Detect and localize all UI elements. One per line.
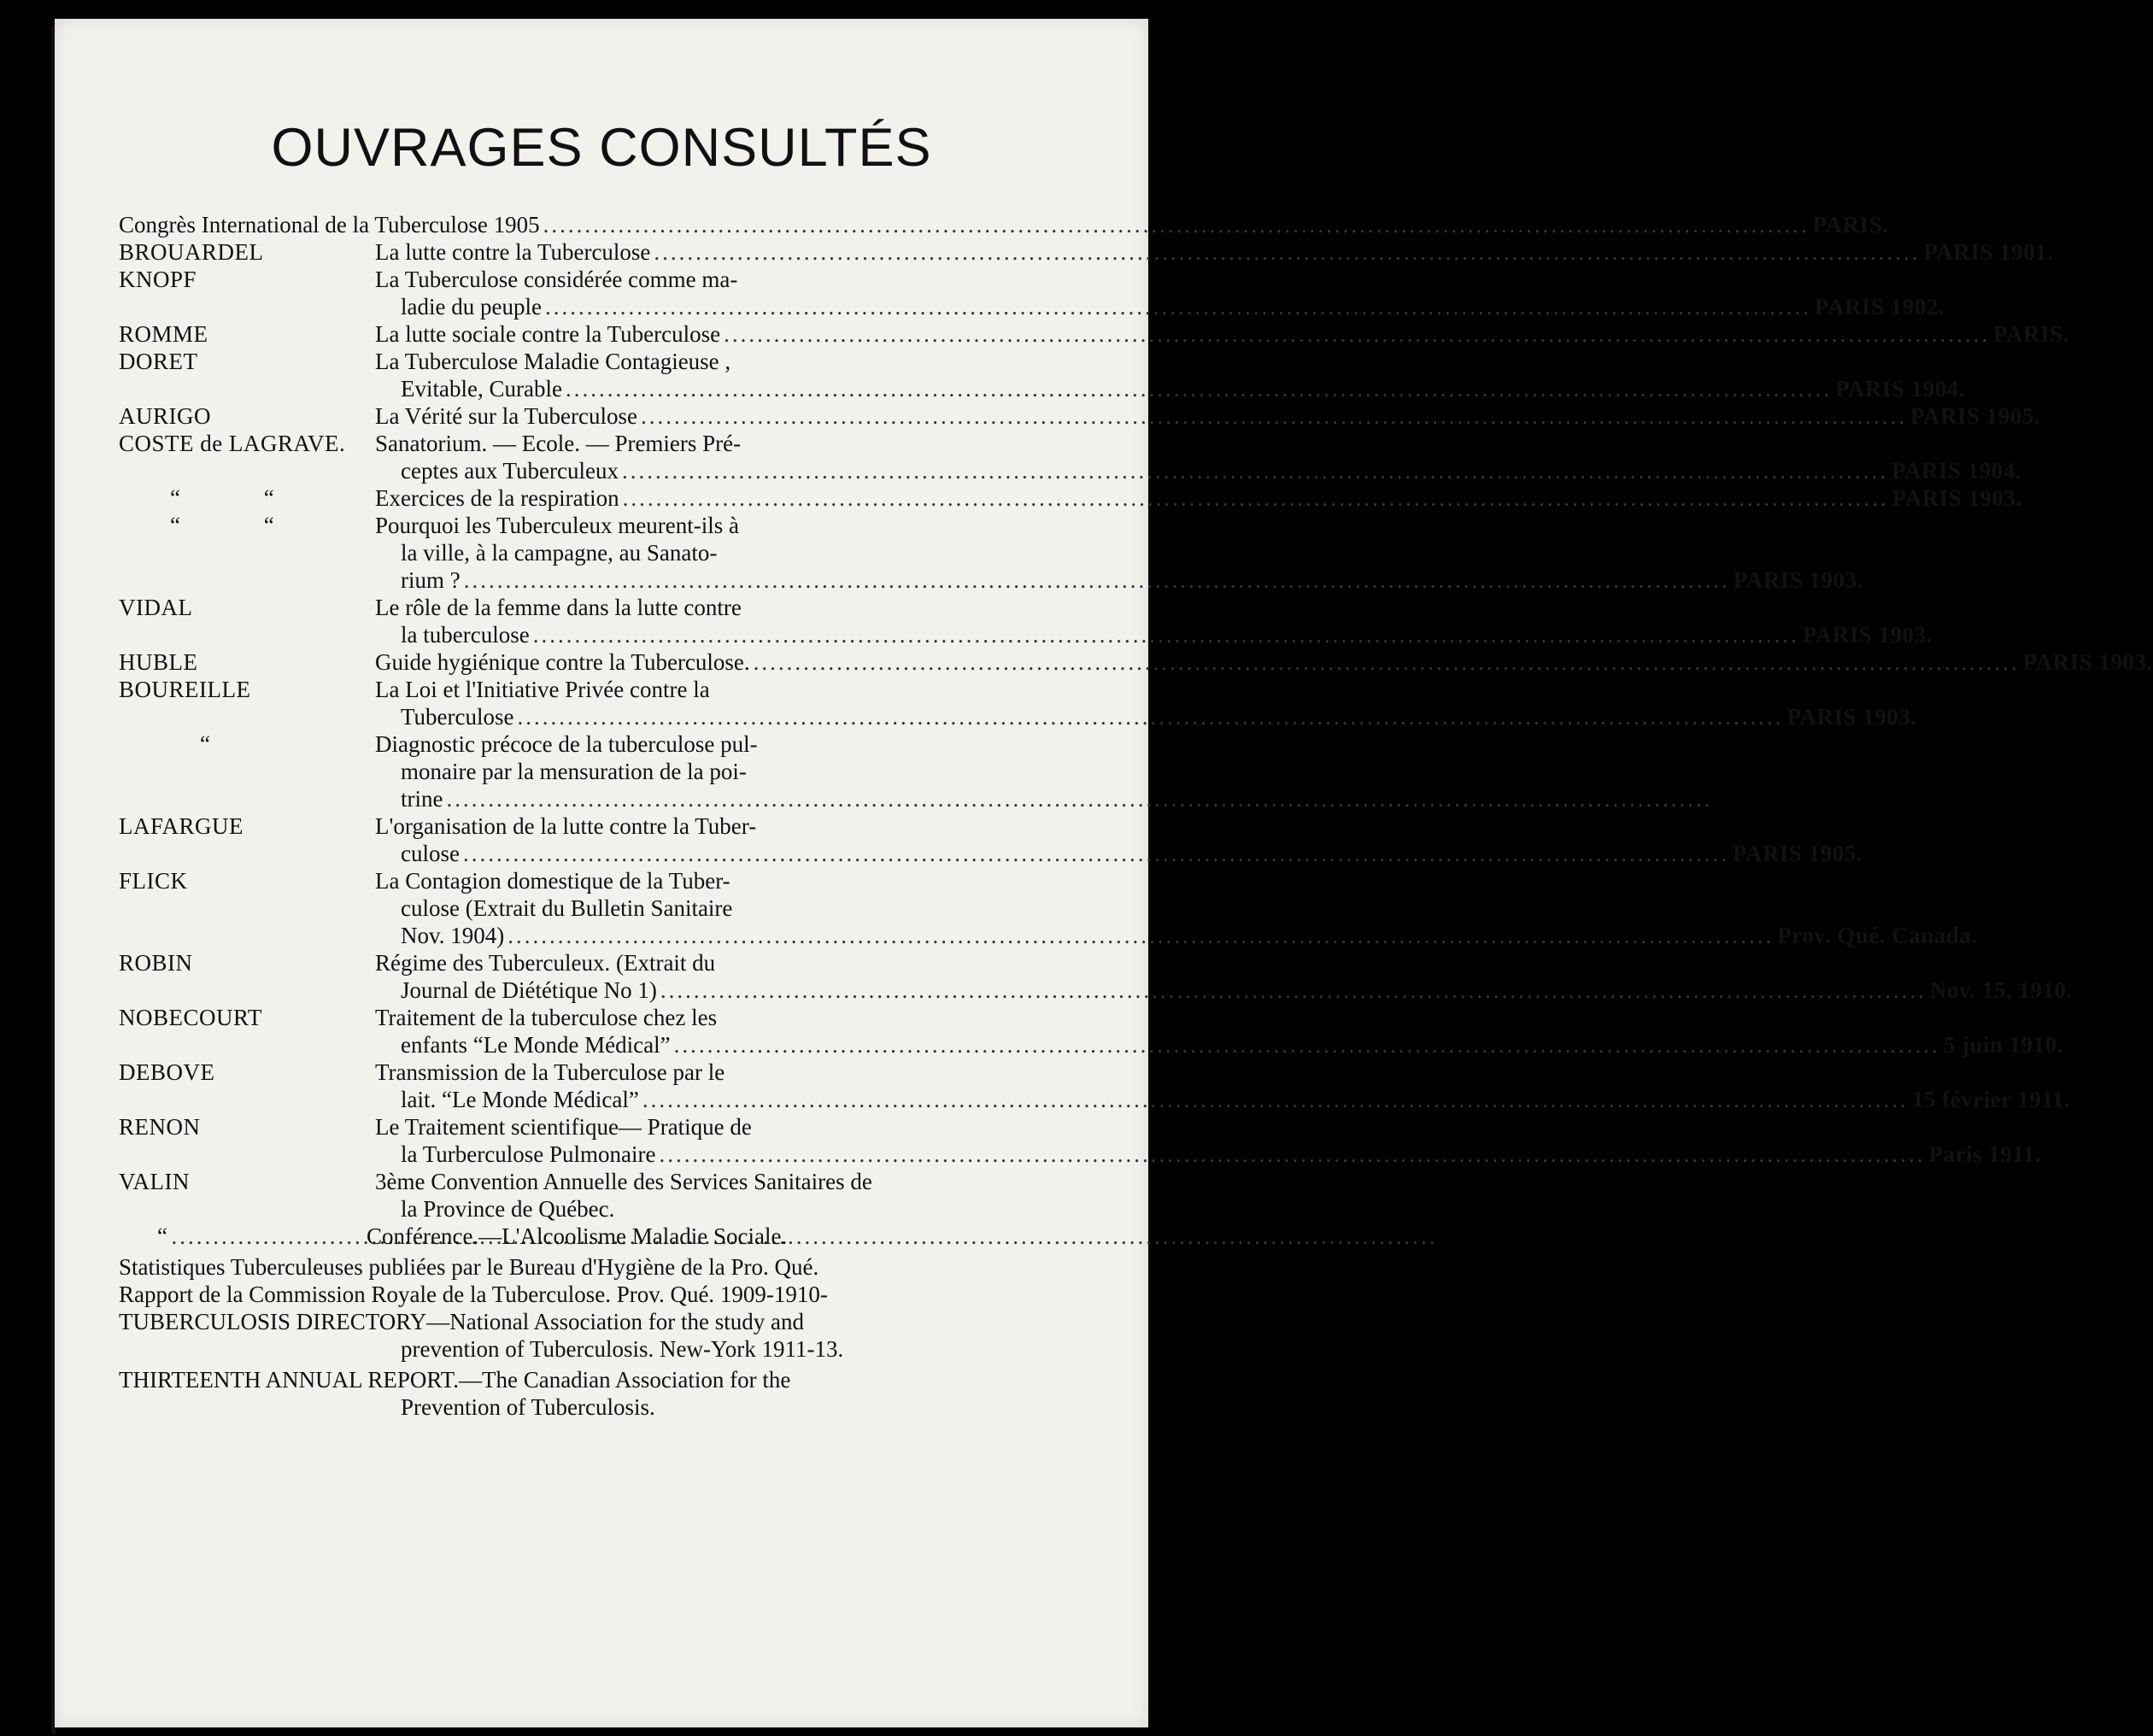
bibliography-entry: [119, 1223, 1080, 1250]
entry-continuation: [119, 621, 1933, 648]
reference-line: Prevention of Tuberculosis.: [401, 1394, 655, 1420]
bibliography-entry: [119, 512, 1080, 539]
ditto-mark: “ “: [170, 485, 275, 511]
bibliography-entry: [119, 867, 1080, 894]
entry-author: COSTE de LAGRAVE.: [119, 431, 346, 456]
entry-place: PARIS 1901.: [1923, 239, 2054, 265]
entry-author: NOBECOURT: [119, 1005, 262, 1030]
entry-title: enfants “Le Monde Médical”: [401, 1032, 671, 1058]
entry-title: lait. “Le Monde Médical”: [401, 1087, 639, 1112]
entry-place: PARIS 1903.: [1786, 704, 1917, 730]
entry-place: PARIS 1903.: [1892, 485, 2022, 511]
bibliography-entry: [119, 430, 1080, 457]
entry-place: PARIS 1905.: [1732, 841, 1863, 866]
entry-title: Evitable, Curable: [401, 376, 562, 402]
entry-title: Régime des Tuberculeux. (Extrait du: [375, 950, 716, 976]
entry-title: la ville, à la campagne, au Sanato-: [401, 540, 718, 566]
bibliography-entry: [119, 320, 2069, 348]
entry-place: Nov. 15, 1910.: [1929, 977, 2073, 1003]
page-title: OUVRAGES CONSULTÉS: [271, 118, 932, 178]
entry-title: Guide hygiénique contre la Tuberculose.: [375, 649, 750, 675]
entry-title: rium ?: [401, 567, 461, 593]
bibliography-entry: [119, 402, 2040, 430]
reference-line: TUBERCULOSIS DIRECTORY—National Association for the study and: [119, 1309, 804, 1334]
entry-place: Paris 1911.: [1928, 1141, 2041, 1167]
entry-continuation: [119, 1031, 2063, 1059]
reference-line: THIRTEENTH ANNUAL REPORT.—The Canadian Association for the: [119, 1367, 791, 1393]
entry-title: Le Traitement scientifique— Pratique de: [375, 1114, 752, 1140]
entry-author: VALIN: [119, 1169, 190, 1194]
entry-place: PARIS.: [1993, 321, 2069, 347]
entry-title: culose: [401, 841, 460, 866]
entry-title: Exercices de la respiration: [375, 485, 619, 511]
entry-author: BOUREILLE: [119, 677, 251, 702]
entry-place: PARIS 1905.: [1910, 403, 2040, 429]
entry-author: RENON: [119, 1114, 201, 1140]
entry-continuation: [119, 703, 1917, 730]
entry-title: La Vérité sur la Tuberculose: [375, 403, 637, 429]
bibliography-entry: [119, 266, 1080, 293]
entry-title: La lutte contre la Tuberculose: [375, 239, 651, 265]
entry-author: ROBIN: [119, 950, 193, 976]
entry-continuation: [119, 976, 2073, 1004]
bibliography-entry: [119, 730, 1080, 758]
entry-place: Prov. Qué. Canada.: [1777, 923, 1978, 948]
bibliography-entry: [119, 1059, 1080, 1086]
entry-author: VIDAL: [119, 595, 193, 620]
ditto-mark: “: [157, 1223, 168, 1249]
entry-continuation: [119, 1141, 2041, 1168]
entry-place: 5 juin 1910.: [1943, 1032, 2063, 1058]
entry-continuation: [119, 293, 1945, 320]
entry-title: ceptes aux Tuberculeux: [401, 458, 619, 484]
entry-title: la tuberculose: [401, 622, 530, 648]
entry-author: BROUARDEL: [119, 239, 264, 265]
entry-title: Pourquoi les Tuberculeux meurent-ils à: [375, 513, 739, 538]
entry-continuation: [119, 894, 1080, 922]
entry-title: La Contagion domestique de la Tuber-: [375, 868, 730, 894]
entry-place: PARIS.: [1812, 212, 1889, 238]
bibliography-entry: [119, 484, 2022, 512]
entry-place: PARIS 1903.: [1802, 622, 1933, 648]
ditto-mark: “ “: [170, 513, 275, 538]
entry-continuation: [119, 758, 1080, 785]
entry-place: PARIS 1903.: [2022, 649, 2153, 675]
entry-continuation: [119, 375, 1965, 402]
bibliography-entry: [119, 594, 1080, 621]
entry-place: 15 février 1911.: [1911, 1087, 2071, 1112]
entry-title: La Loi et l'Initiative Privée contre la: [375, 677, 710, 702]
bibliography-entry: [119, 238, 2054, 266]
bibliography-list: [119, 211, 2153, 1421]
reference-line: prevention of Tuberculosis. New-York 1911-13.: [401, 1336, 844, 1362]
entry-title: culose (Extrait du Bulletin Sanitaire: [401, 895, 733, 921]
reference-line: Rapport de la Commission Royale de la Tuberculose. Prov. Qué. 1909-1910-: [119, 1281, 828, 1307]
entry-continuation: [119, 457, 2021, 484]
bibliography-entry: [119, 676, 1080, 703]
reference-line: Statistiques Tuberculeuses publiées par le Bureau d'Hygiène de la Pro. Qué.: [119, 1254, 819, 1280]
entry-author: AURIGO: [119, 403, 211, 429]
entry-continuation: [119, 785, 1080, 812]
entry-continuation: [119, 539, 1080, 566]
entry-place: PARIS 1904.: [1834, 376, 1965, 402]
entry-title: Sanatorium. — Ecole. — Premiers Pré-: [375, 431, 742, 456]
bibliography-entry: [119, 211, 1889, 238]
entry-title: Tuberculose: [401, 704, 514, 730]
entry-author: HUBLE: [119, 649, 198, 675]
entry-title: La lutte sociale contre la Tuberculose: [375, 321, 721, 347]
entry-title: Traitement de la tuberculose chez les: [375, 1005, 718, 1030]
bibliography-entry: [119, 949, 1080, 976]
bibliography-entry: [119, 812, 1080, 840]
bibliography-entry: [119, 1168, 1080, 1195]
entry-title: 3ème Convention Annuelle des Services Sanitaires de: [375, 1169, 872, 1194]
ditto-mark: “: [200, 731, 211, 757]
entry-title: la Turberculose Pulmonaire: [401, 1141, 656, 1167]
bibliography-entry: [119, 1004, 1080, 1031]
entry-title: La Tuberculose Maladie Contagieuse ,: [375, 349, 731, 374]
entry-continuation: [119, 566, 1863, 594]
document-page: [55, 19, 2153, 1727]
entry-title: L'organisation de la lutte contre la Tuber-: [375, 813, 757, 839]
entry-author: ROMME: [119, 321, 208, 347]
entry-title: ladie du peuple: [401, 294, 542, 320]
entry-author: LAFARGUE: [119, 813, 244, 839]
entry-title: Le rôle de la femme dans la lutte contre: [375, 595, 742, 620]
entry-title: trine: [401, 786, 443, 812]
entry-place: PARIS 1903.: [1733, 567, 1863, 593]
entry-author: DEBOVE: [119, 1059, 215, 1085]
entry-title: Journal de Diététique No 1): [401, 977, 657, 1003]
entry-author: FLICK: [119, 868, 188, 894]
entry-place: PARIS 1904.: [1891, 458, 2021, 484]
entry-continuation: [119, 1195, 1080, 1223]
entry-place: PARIS 1902.: [1814, 294, 1945, 320]
entry-author: KNOPF: [119, 267, 197, 292]
entry-author: Congrès International de la Tuberculose 1905: [119, 212, 540, 238]
bibliography-entry: [119, 348, 1080, 375]
bibliography-entry: [119, 648, 2153, 676]
entry-title: Conférence.—L'Alcoolisme Maladie Sociale.: [367, 1223, 788, 1249]
entry-title: la Province de Québec.: [401, 1196, 615, 1222]
entry-title: monaire par la mensuration de la poi-: [401, 759, 747, 784]
entry-title: La Tuberculose considérée comme ma-: [375, 267, 738, 292]
entry-continuation: [119, 922, 1978, 949]
entry-title: Nov. 1904): [401, 923, 505, 948]
entry-author: DORET: [119, 349, 198, 374]
entry-continuation: [119, 1086, 2071, 1113]
entry-title: Transmission de la Tuberculose par le: [375, 1059, 725, 1085]
entry-continuation: [119, 840, 1863, 867]
entry-title: Diagnostic précoce de la tuberculose pul-: [375, 731, 758, 757]
bibliography-entry: [119, 1113, 1080, 1141]
